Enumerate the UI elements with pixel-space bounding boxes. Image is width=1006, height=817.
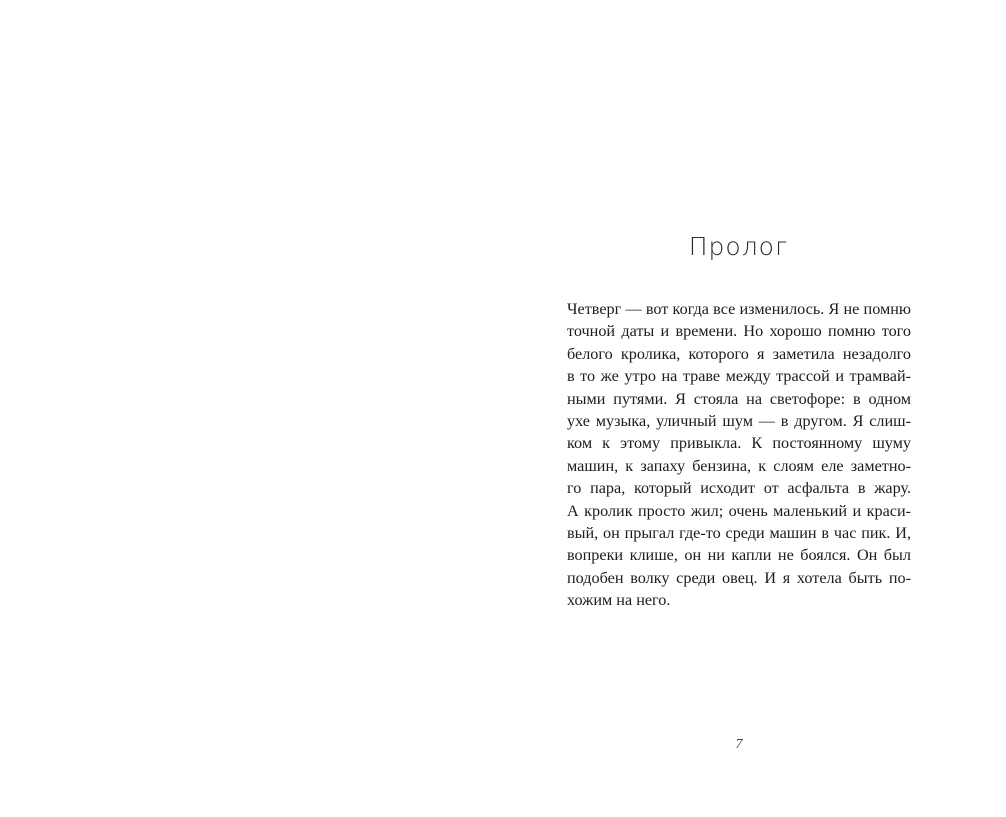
paragraph-line: ухе музыка, уличный шум — в другом. Я слиш-	[567, 412, 911, 431]
paragraph-line: вопреки клише, он ни капли не боялся. Он был	[567, 546, 911, 565]
paragraph-line: точной даты и времени. Но хорошо помню того	[567, 322, 911, 341]
page-number: 7	[735, 737, 743, 752]
prologue-paragraph	[567, 298, 911, 612]
paragraph-line: белого кролика, которого я заметила незадолго	[567, 344, 911, 363]
paragraph-line: А кролик просто жил; очень маленький и краси-	[567, 501, 911, 520]
paragraph-line: ком к этому привыкла. К постоянному шуму	[567, 434, 911, 453]
paragraph-line: ными путями. Я стояла на светофоре: в одном	[567, 389, 911, 408]
paragraph-line: го пара, который исходит от асфальта в жару.	[567, 479, 911, 498]
right-page	[503, 0, 1006, 817]
paragraph-line: машин, к запаху бензина, к слоям еле заметно-	[567, 456, 911, 475]
paragraph-line: Четверг — вот когда все изменилось. Я не помню	[567, 300, 911, 318]
chapter-title: Пролог	[688, 232, 789, 261]
paragraph-line: вый, он прыгал где-то среди машин в час пик. И,	[567, 524, 911, 543]
paragraph-line: подобен волку среди овец. И я хотела быть по-	[567, 568, 911, 587]
paragraph-line: хожим на него.	[567, 591, 671, 610]
paragraph-line: в то же утро на траве между трассой и трамвай-	[567, 367, 911, 386]
